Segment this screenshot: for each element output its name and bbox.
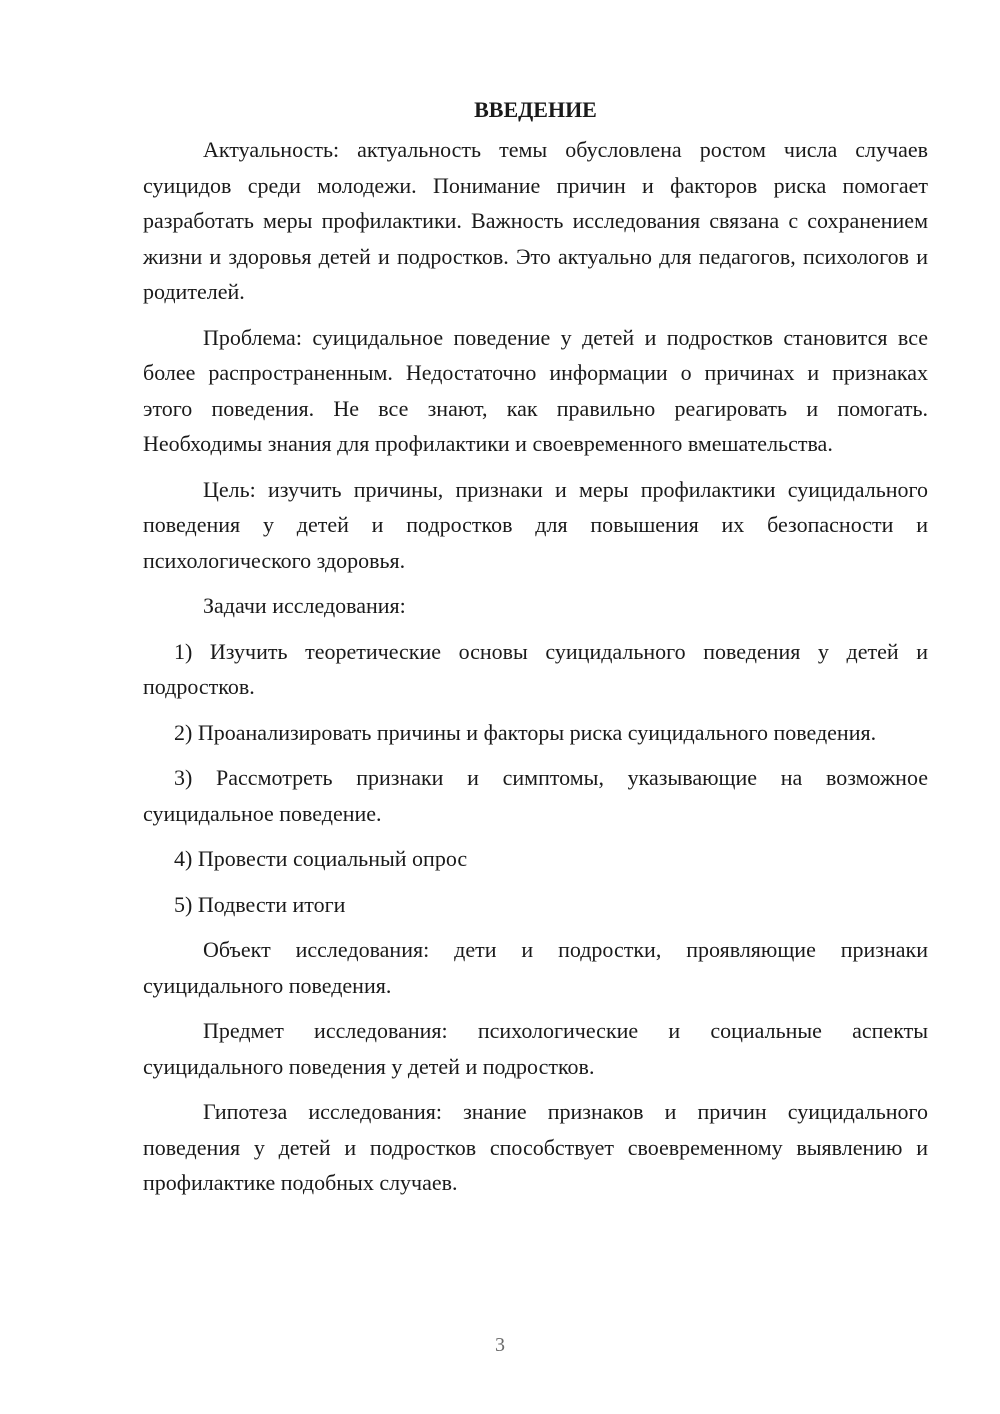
paragraph-problem: Проблема: суицидальное поведение у детей и подростков становится все более распространенным. Недостаточно информации о причинах и признаках этого поведения. Не все знают, как правильно реагировать и помогать. Необходимы знания для профилактики и своевременного вмешательства. [143, 324, 928, 456]
task-item-1: 1) Изучить теоретические основы суицидального поведения у детей и подростков. [143, 638, 928, 699]
task-item-3: 3) Рассмотреть признаки и симптомы, указывающие на возможное суицидальное поведение. [143, 765, 928, 826]
task-item-4: 4) Провести социальный опрос [174, 846, 468, 871]
paragraph-tasks-heading: Задачи исследования: [203, 593, 406, 618]
document-page [143, 92, 928, 1211]
paragraph-object: Объект исследования: дети и подростки, проявляющие признаки суицидального поведения. [143, 937, 928, 998]
paragraph-hypothesis: Гипотеза исследования: знание признаков и причин суицидального поведения у детей и подростков способствует своевременному выявлению и профилактике подобных случаев. [143, 1099, 928, 1195]
paragraph-relevance: Актуальность: актуальность темы обусловлена ростом числа случаев суицидов среди молодежи. Понимание причин и факторов риска помогает разработать меры профилактики. Важность исследования связана с сохранением жизни и здоровья детей и подростков. Это актуально для педагогов, психологов и родителей. [143, 137, 928, 304]
paragraph-subject: Предмет исследования: психологические и социальные аспекты суицидального поведения у детей и подростков. [143, 1018, 928, 1079]
paragraph-goal: Цель: изучить причины, признаки и меры профилактики суицидального поведения у детей и подростков для повышения их безопасности и психологического здоровья. [143, 476, 928, 573]
page-title: ВВЕДЕНИЕ [474, 97, 597, 122]
task-item-2: 2) Проанализировать причины и факторы риска суицидального поведения. [174, 719, 877, 745]
page-number: 3 [495, 1334, 505, 1356]
task-item-5: 5) Подвести итоги [174, 891, 346, 917]
